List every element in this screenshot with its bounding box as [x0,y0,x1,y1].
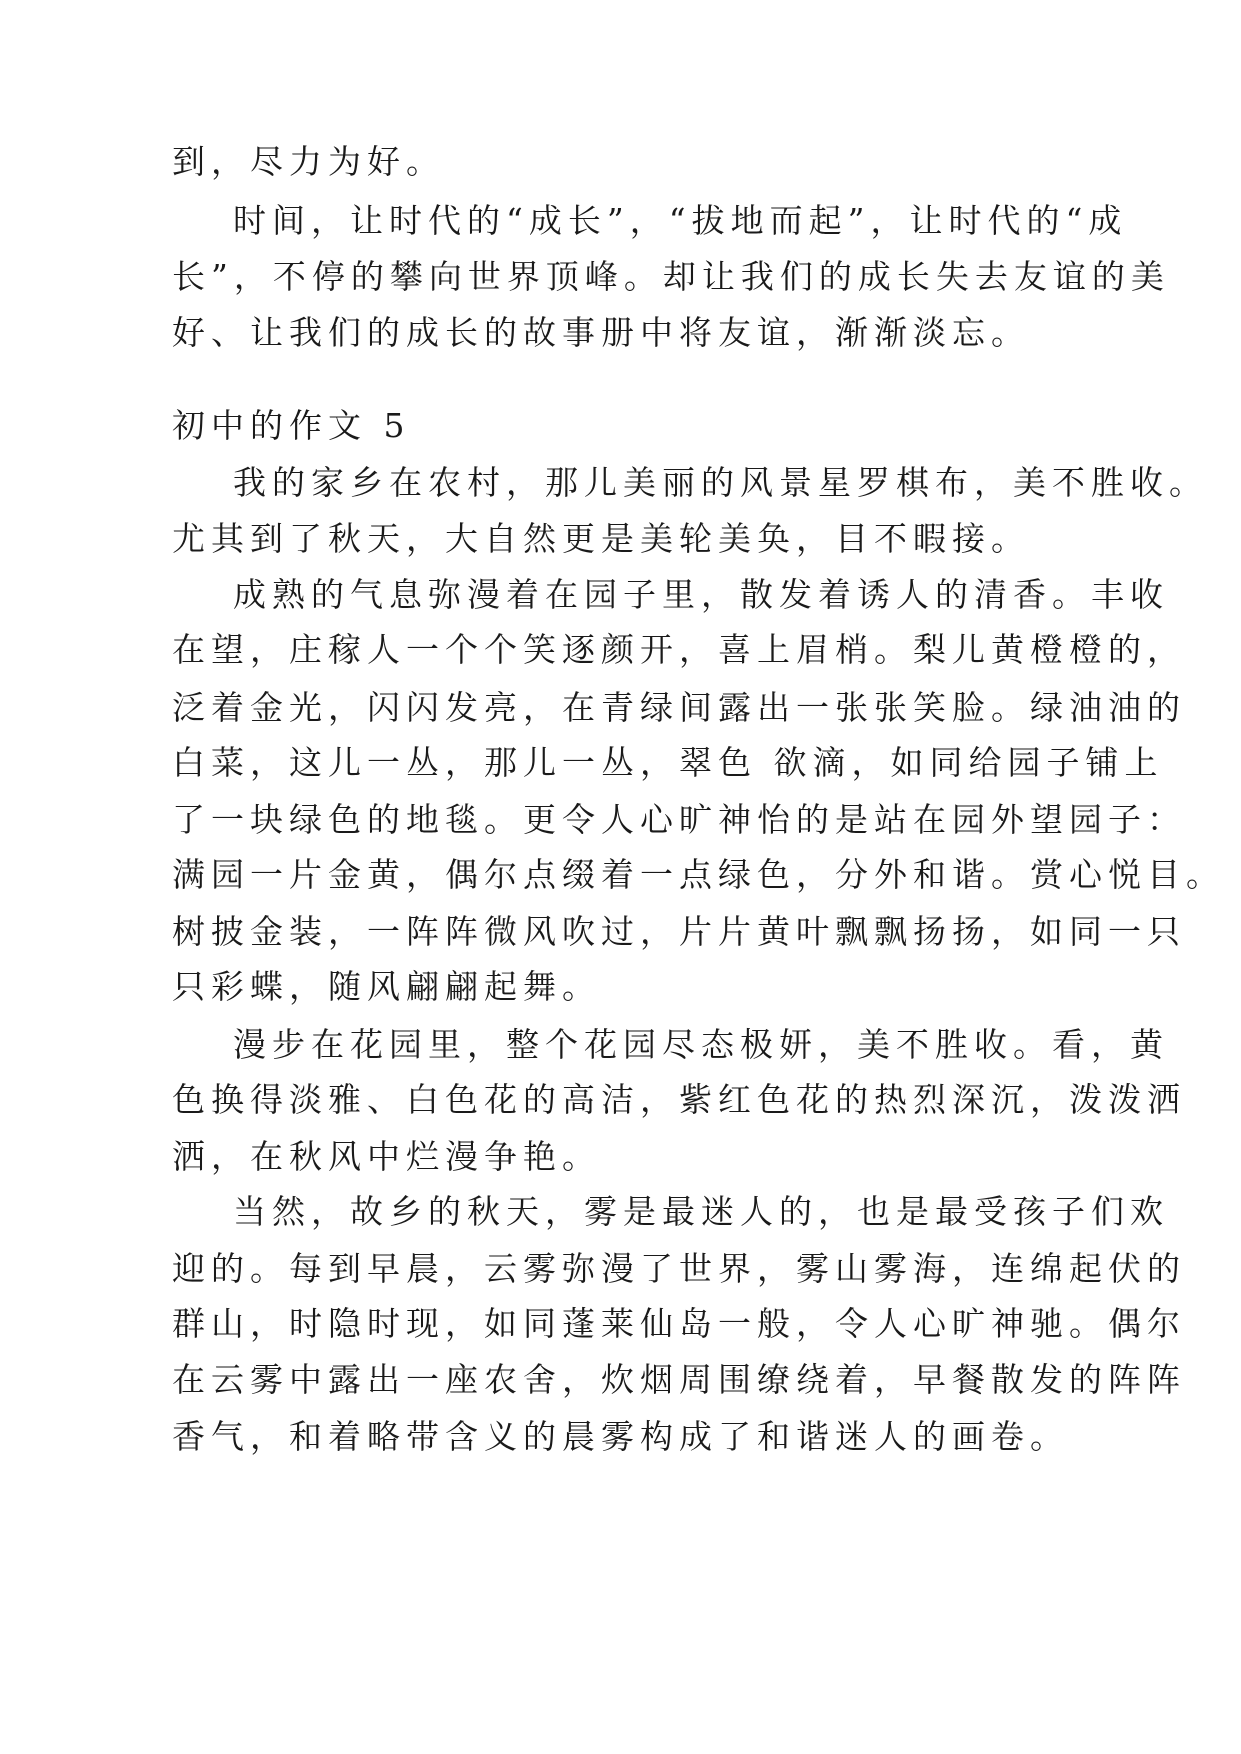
text-line: 泛着金光，闪闪发亮，在青绿间露出一张张笑脸。绿油油的 [172,688,1186,727]
text-line: 在望，庄稼人一个个笑逐颜开，喜上眉梢。梨儿黄橙橙的， [172,630,1186,669]
text-line: 洒，在秋风中烂漫争艳。 [172,1137,601,1176]
text-line: 香气，和着略带含义的晨雾构成了和谐迷人的画卷。 [172,1417,1069,1456]
text-line: 了一块绿色的地毯。更令人心旷神怡的是站在园外望园子： [172,800,1186,839]
text-line: 白菜，这儿一丛，那儿一丛，翠色 欲滴，如同给园子铺上 [172,743,1164,782]
text-line: 群山，时隐时现，如同蓬莱仙岛一般，令人心旷神驰。偶尔 [172,1304,1186,1343]
text-line: 色换得淡雅、白色花的高洁，紫红色花的热烈深沉，泼泼洒 [172,1080,1186,1119]
text-line: 在云雾中露出一座农舍，炊烟周围缭绕着，早餐散发的阵阵 [172,1360,1186,1399]
text-line: 树披金装，一阵阵微风吹过，片片黄叶飘飘扬扬，如同一只 [172,912,1186,951]
section-heading: 初中的作文 5 [172,406,411,445]
text-line: 成熟的气息弥漫着在园子里，散发着诱人的清香。丰收 [233,575,1169,614]
text-line: 好、让我们的成长的故事册中将友谊，渐渐淡忘。 [172,313,1030,352]
text-line: 我的家乡在农村，那儿美丽的风景星罗棋布，美不胜收。 [233,463,1208,502]
text-line: 漫步在花园里，整个花园尽态极妍，美不胜收。看，黄 [233,1025,1169,1064]
text-line: 尤其到了秋天，大自然更是美轮美奂，目不暇接。 [172,519,1030,558]
text-line: 到，尽力为好。 [172,142,445,181]
text-line: 长”，不停的攀向世界顶峰。却让我们的成长失去友谊的美 [172,257,1170,296]
text-line: 迎的。每到早晨，云雾弥漫了世界，雾山雾海，连绵起伏的 [172,1249,1186,1288]
text-line: 满园一片金黄，偶尔点缀着一点绿色，分外和谐。赏心悦目。 [172,855,1225,894]
text-line: 只彩蝶，随风翩翩起舞。 [172,967,601,1006]
text-line: 时间，让时代的“成长”，“拔地而起”，让时代的“成 [233,201,1128,240]
text-line: 当然，故乡的秋天，雾是最迷人的，也是最受孩子们欢 [233,1192,1169,1231]
